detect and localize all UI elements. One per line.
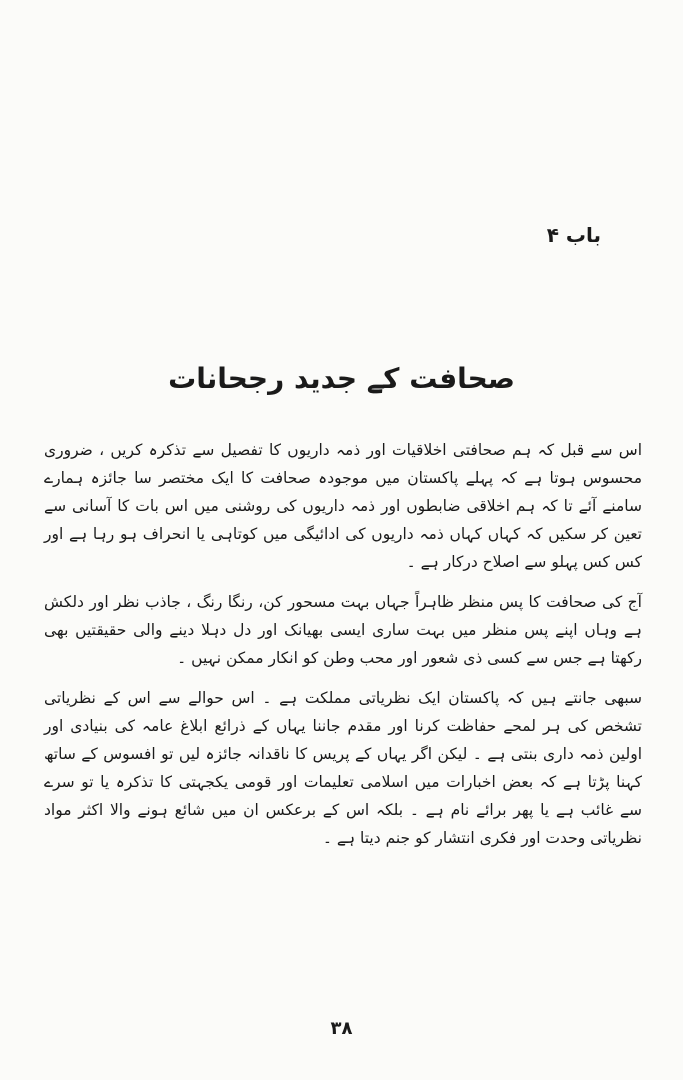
body-text — [44, 436, 642, 860]
paragraph-2: آج کی صحافت کا پس منظر ظاہراً جہاں بہت مسحور کن، رنگا رنگ ، جاذب نظر اور دلکش ہے وہاں اپنے پس منظر میں بہت ساری ایسی بھیانک اور دل دہلا دینے والی حقیقتیں بھی رکھتا ہے جس سے کسی ذی شعور اور محب وطن کو انکار ممکن نہیں ۔ — [44, 593, 642, 667]
chapter-title: صحافت کے جدید رجحانات — [168, 362, 515, 395]
paragraph-1: اس سے قبل کہ ہم صحافتی اخلاقیات اور ذمہ داریوں کا تفصیل سے تذکرہ کریں ، ضروری محسوس ہوتا ہے کہ پہلے پاکستان میں موجودہ صحافت کا ایک مختصر سا جائزہ ہمارے سامنے آئے تا کہ ہم اخلاقی ضابطوں اور ذمہ داریوں کی روشنی میں اس بات کا آسانی سے تعین کر سکیں کہ کہاں کہاں ذمہ داریوں کی ادائیگی میں کوتاہی یا انحراف ہو رہا ہے اور کس کس پہلو سے اصلاح درکار ہے ۔ — [44, 441, 642, 571]
page-number: ۳۸ — [330, 1018, 353, 1039]
chapter-label: باب ۴ — [546, 223, 601, 247]
paragraph-3: سبھی جانتے ہیں کہ پاکستان ایک نظریاتی مملکت ہے ۔ اس حوالے سے اس کے نظریاتی تشخص کی ہر لمحے حفاظت کرنا اور مقدم جاننا یہاں کے ذرائع ابلاغ عامہ کی بنیادی اور اولین ذمہ داری بنتی ہے ۔ لیکن اگر یہاں کے پریس کا ناقدانہ جائزہ لیں تو افسوس کے ساتھ کہنا پڑتا ہے کہ بعض اخبارات میں اسلامی تعلیمات اور قومی یکجہتی کا تذکرہ یا تو سرے سے غائب ہے یا پھر برائے نام ہے ۔ بلکہ اس کے برعکس ان میں شائع ہونے والا اکثر مواد نظریاتی وحدت اور فکری انتشار کو جنم دیتا ہے ۔ — [44, 689, 642, 847]
